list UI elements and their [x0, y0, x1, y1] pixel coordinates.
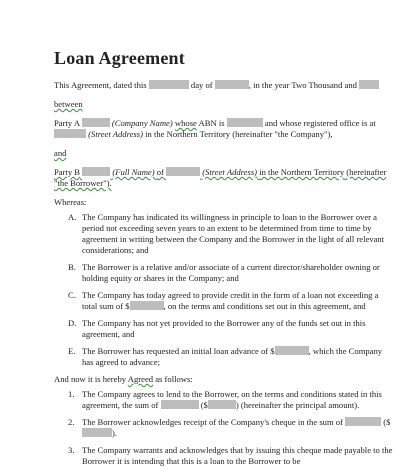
full-name-hint: (Full Name) [112, 167, 155, 177]
street-address-hint: (Street Address) [202, 167, 258, 177]
clause-text: ). [112, 428, 118, 438]
clause-item [54, 389, 394, 411]
recital-marker: D. [68, 318, 77, 328]
clause-marker: 2. [68, 417, 75, 427]
and-word: and [54, 148, 67, 158]
agreed-word: Agreed [127, 374, 154, 384]
party-a-label: Party A [54, 118, 80, 128]
recital-text: The Company has not yet provided to the Borrower any of the funds set out in this agreement, and [82, 318, 366, 339]
whereas-heading: Whereas: [54, 197, 87, 207]
recital-item [54, 346, 394, 368]
intro-paragraph [54, 80, 394, 91]
blank-field[interactable] [227, 118, 263, 127]
recital-text: The Borrower has requested an initial loan advance of $ [82, 346, 275, 356]
clause-text: ($ [383, 417, 391, 427]
now-paragraph [54, 374, 394, 385]
of-word: of [156, 167, 164, 177]
recital-item [54, 290, 394, 312]
recital-marker: E. [68, 346, 76, 356]
clause-text: ) (hereinafter the principal amount). [235, 400, 360, 410]
recital-text: The Company has indicated its willingness in principle to loan to the Borrower over a period not exceeding seven years to an extent to be determined from time to time by agreement in writing between the Company and the Borrower in the light of all relevant considerations; and [82, 212, 385, 255]
clause-text: The Company agrees to lend to the Borrower, on the terms and conditions stated in this agreement, the sum of [82, 389, 382, 410]
street-address-hint: (Street Address) [88, 129, 143, 139]
clause-marker: 1. [68, 389, 75, 399]
intro-text: day of [190, 80, 213, 90]
clauses-list [54, 389, 394, 467]
clause-item [54, 445, 394, 467]
clause-text: The Borrower acknowledges receipt of the Company's cheque in the sum of [82, 417, 343, 427]
blank-field[interactable] [82, 428, 112, 437]
party-b-text: in the Northern Territory [259, 167, 345, 177]
recital-marker: B. [68, 262, 76, 272]
party-b-label: Party B [54, 167, 81, 177]
party-b-paragraph [54, 167, 394, 189]
blank-field[interactable] [149, 80, 189, 89]
recital-item [54, 262, 394, 284]
abn-text: ABN is [198, 118, 225, 128]
recital-item [54, 212, 394, 256]
blank-field[interactable] [215, 80, 249, 89]
blank-field[interactable] [161, 400, 199, 409]
between-word: between [54, 99, 83, 109]
blank-field[interactable] [54, 129, 86, 138]
blank-field[interactable] [275, 346, 309, 355]
recital-text: , which the Company has agreed to advance; [82, 346, 383, 367]
recital-marker: C. [68, 290, 76, 300]
blank-field[interactable] [345, 417, 381, 426]
intro-text: This Agreement, dated this [54, 80, 147, 90]
clause-marker: 3. [68, 445, 75, 455]
recital-marker: A. [68, 212, 77, 222]
document-body [54, 80, 394, 473]
blank-field[interactable] [208, 400, 236, 409]
recitals-list [54, 212, 394, 368]
intro-text: , in the year Two Thousand and [248, 80, 357, 90]
party-a-text: is at [361, 118, 376, 128]
now-text: And now it is hereby [54, 374, 127, 384]
between-line [54, 99, 394, 110]
company-name-hint: (Company Name) [111, 118, 173, 128]
party-a-text: in the Northern Territory (hereinafter "the Company"), [145, 129, 333, 139]
now-text: as follows: [155, 374, 193, 384]
recital-item [54, 318, 394, 340]
party-a-paragraph [54, 118, 394, 140]
party-a-text: and whose registered office [264, 118, 360, 128]
blank-field[interactable] [359, 80, 379, 89]
clause-text: ($ [200, 400, 208, 410]
clause-text: The Company warrants and acknowledges that by issuing this cheque made payable to the Borrower it is intending that this is a loan to the Borrower to be [82, 445, 393, 466]
and-line [54, 148, 394, 159]
whose-word: whose [174, 118, 197, 128]
clause-item [54, 417, 394, 439]
recital-text: The Company has today agreed to provide credit in the form of a loan not exceeding a total sum of $ [82, 290, 379, 311]
blank-field[interactable] [82, 167, 110, 176]
blank-field[interactable] [82, 118, 110, 127]
recital-text: The Borrower is a relative and/or associate of a current director/shareholder owning or holding equity or shares in the Company; and [82, 262, 380, 283]
blank-field[interactable] [130, 301, 164, 310]
document-title: Loan Agreement [54, 48, 185, 68]
blank-field[interactable] [166, 167, 200, 176]
recital-text: , on the terms and conditions set out in this agreement, and [163, 301, 366, 311]
party-b-text: (hereinafter "the Borrower"). [54, 167, 387, 188]
